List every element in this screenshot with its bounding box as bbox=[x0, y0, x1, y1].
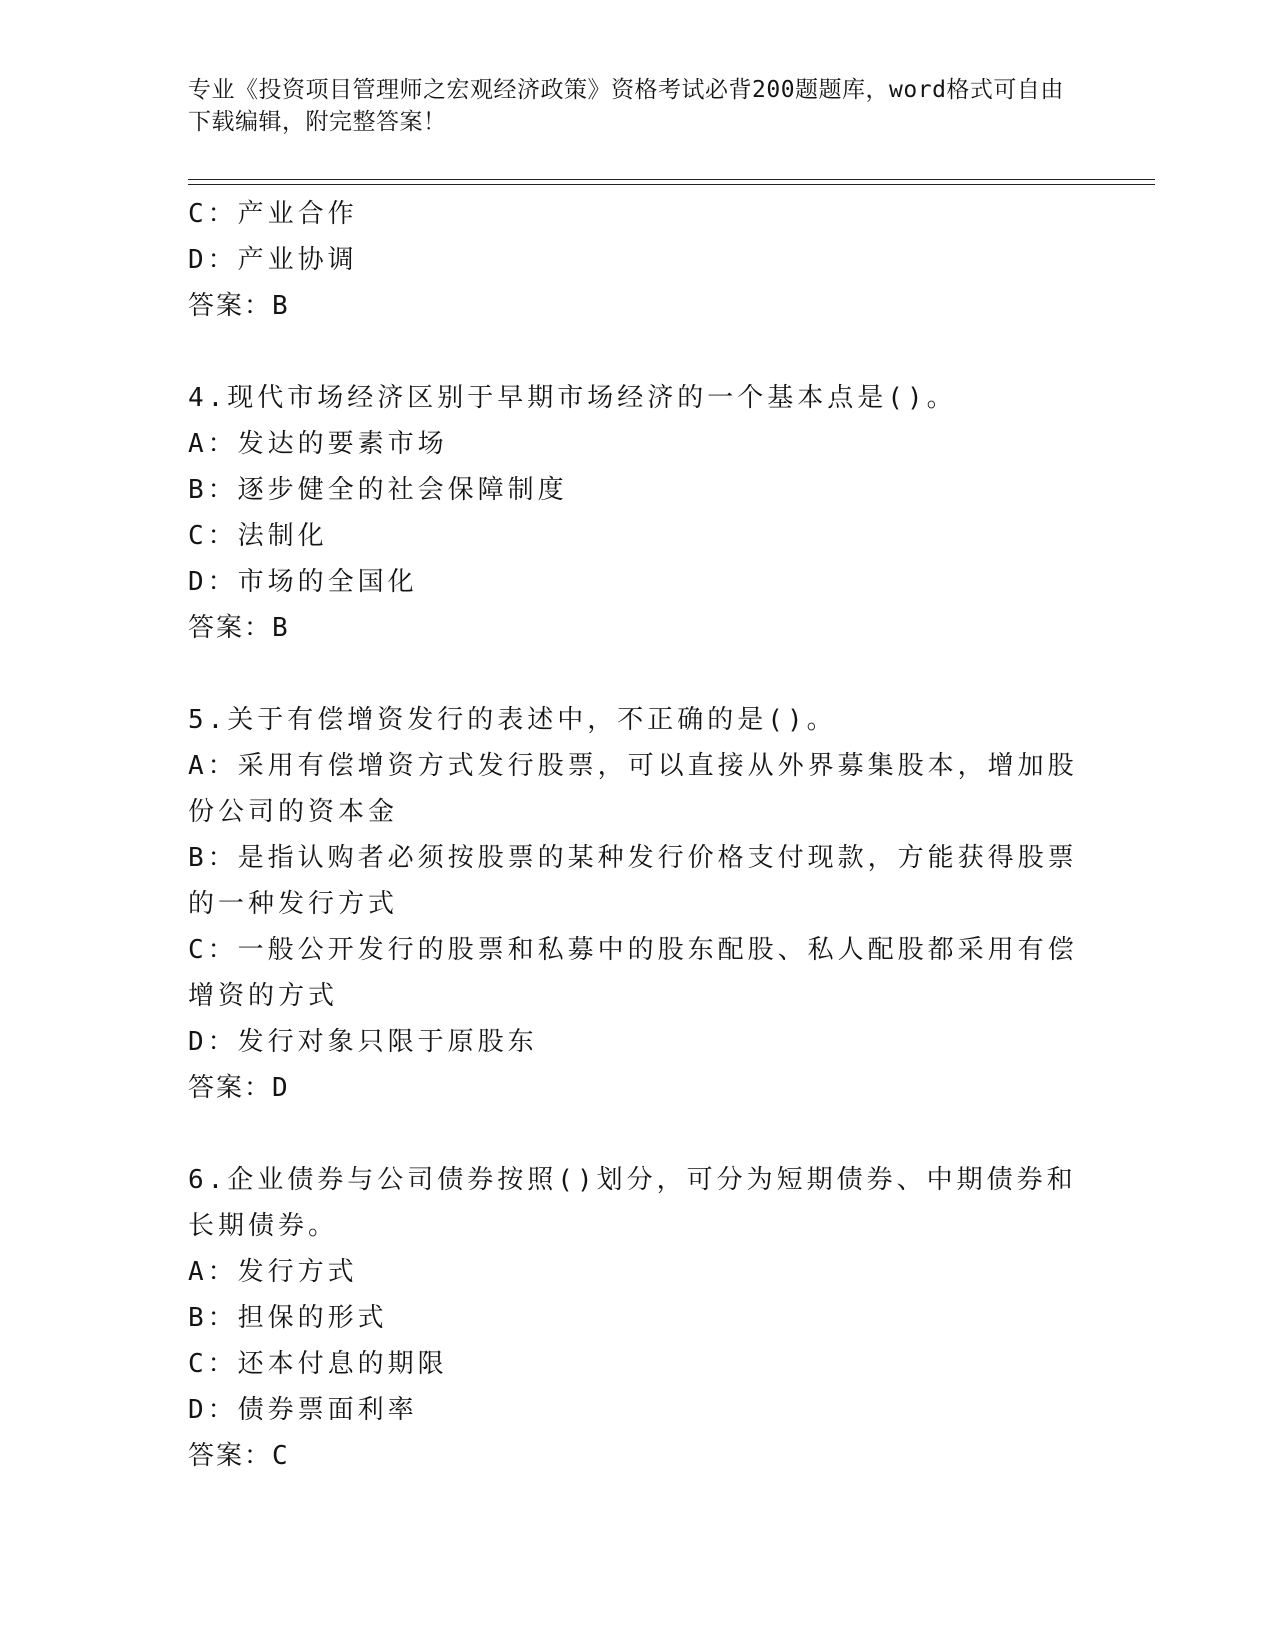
option-c: C：还本付息的期限 bbox=[188, 1349, 448, 1379]
answer-label: 答案： bbox=[188, 613, 273, 643]
answer-key: D bbox=[272, 1073, 288, 1103]
header-rule-top bbox=[188, 179, 1155, 180]
option-b: B：逐步健全的社会保障制度 bbox=[188, 475, 568, 505]
option-d: D：发行对象只限于原股东 bbox=[188, 1027, 538, 1057]
question-stem: 6.企业债券与公司债券按照()划分，可分为短期债券、中期债券和长期债券。 bbox=[188, 1165, 1077, 1241]
option-d: D：债券票面利率 bbox=[188, 1395, 418, 1425]
answer-line bbox=[188, 283, 1088, 329]
option-b: B：是指认购者必须按股票的某种发行价格支付现款，方能获得股票的一种发行方式 bbox=[188, 843, 1078, 919]
question-stem: 4.现代市场经济区别于早期市场经济的一个基本点是()。 bbox=[188, 383, 957, 413]
option-c: C：法制化 bbox=[188, 521, 328, 551]
option-c: C：产业合作 bbox=[188, 199, 358, 229]
answer-key: B bbox=[272, 291, 288, 321]
spacer bbox=[188, 651, 1088, 697]
option-a: A：采用有偿增资方式发行股票，可以直接从外界募集股本，增加股份公司的资本金 bbox=[188, 751, 1078, 827]
spacer bbox=[188, 329, 1088, 375]
question-stem: 5.关于有偿增资发行的表述中，不正确的是()。 bbox=[188, 705, 837, 735]
answer-label: 答案： bbox=[188, 291, 273, 321]
header-rule-bottom bbox=[188, 184, 1155, 185]
answer-line bbox=[188, 605, 1088, 651]
option-d: D：市场的全国化 bbox=[188, 567, 418, 597]
option-a: A：发达的要素市场 bbox=[188, 429, 448, 459]
question-5 bbox=[188, 697, 1088, 1111]
document-header: 专业《投资项目管理师之宏观经济政策》资格考试必背200题题库，word格式可自由下载编辑，附完整答案！ bbox=[188, 77, 1064, 135]
option-b: B：担保的形式 bbox=[188, 1303, 388, 1333]
question-4 bbox=[188, 375, 1088, 651]
option-c: C：一般公开发行的股票和私募中的股东配股、私人配股都采用有偿增资的方式 bbox=[188, 935, 1078, 1011]
question-6 bbox=[188, 1157, 1088, 1479]
question-list bbox=[188, 191, 1088, 1479]
answer-line bbox=[188, 1433, 1088, 1479]
option-a: A：发行方式 bbox=[188, 1257, 358, 1287]
spacer bbox=[188, 1111, 1088, 1157]
answer-label: 答案： bbox=[188, 1073, 273, 1103]
answer-key: B bbox=[272, 613, 288, 643]
answer-label: 答案： bbox=[188, 1441, 273, 1471]
question-3-tail bbox=[188, 191, 1088, 329]
option-d: D：产业协调 bbox=[188, 245, 358, 275]
answer-key: C bbox=[272, 1441, 288, 1471]
answer-line bbox=[188, 1065, 1088, 1111]
